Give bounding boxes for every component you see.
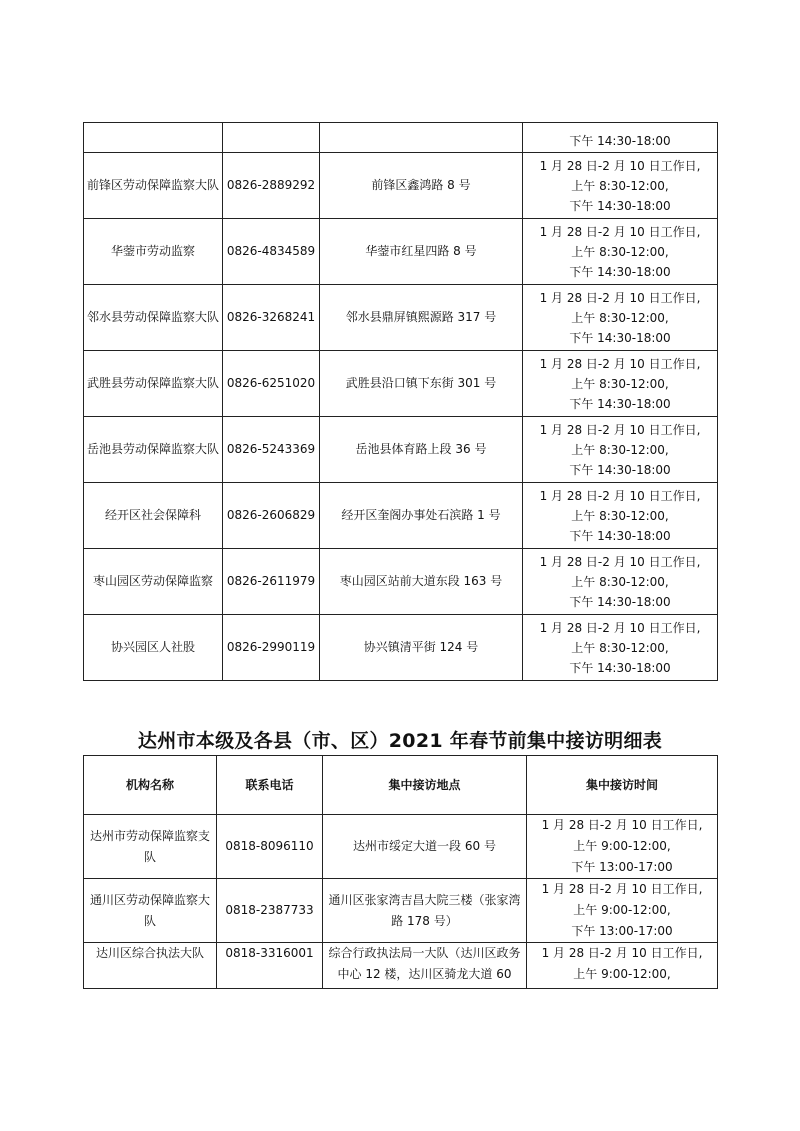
address-cell: 协兴镇清平街 124 号 (320, 615, 523, 681)
time-line: 1 月 28 日-2 月 10 日工作日, (541, 882, 703, 896)
phone-cell: 0818-8096110 (217, 815, 323, 879)
time-line: 1 月 28 日-2 月 10 日工作日, (539, 422, 701, 437)
time-line: 上午 9:00-12:00, (573, 967, 671, 981)
time-line: 上午 8:30-12:00, (571, 244, 669, 259)
table-row (84, 815, 718, 879)
time-line: 上午 8:30-12:00, (571, 178, 669, 193)
org-cell: 武胜县劳动保障监察大队 (84, 351, 223, 417)
time-line: 下午 13:00-17:00 (571, 924, 673, 938)
time-line: 1 月 28 日-2 月 10 日工作日, (539, 224, 701, 239)
time-line: 下午 14:30-18:00 (569, 198, 671, 213)
org-cell: 协兴园区人社股 (84, 615, 223, 681)
org-cell (84, 123, 223, 153)
time-line: 上午 8:30-12:00, (571, 574, 669, 589)
address-cell: 枣山园区站前大道东段 163 号 (320, 549, 523, 615)
header-phone: 联系电话 (217, 756, 323, 815)
time-cell (523, 219, 718, 285)
phone-cell: 0826-3268241 (223, 285, 320, 351)
address-cell: 华蓥市红星四路 8 号 (320, 219, 523, 285)
address-cell: 综合行政执法局一大队（达川区政务中心 12 楼，达川区骑龙大道 60 (323, 943, 527, 989)
time-line: 下午 14:30-18:00 (569, 264, 671, 279)
table-header-row (84, 756, 718, 815)
time-line: 下午 14:30-18:00 (569, 330, 671, 345)
phone-cell: 0818-2387733 (217, 879, 323, 943)
org-cell: 华蓥市劳动监察 (84, 219, 223, 285)
time-line: 下午 14:30-18:00 (569, 660, 671, 675)
time-line: 下午 14:30-18:00 (569, 528, 671, 543)
table-row (84, 943, 718, 989)
phone-cell: 0826-2990119 (223, 615, 320, 681)
time-cell (523, 615, 718, 681)
org-cell: 通川区劳动保障监察大队 (84, 879, 217, 943)
table-row (84, 417, 718, 483)
time-cell (523, 351, 718, 417)
time-line: 上午 8:30-12:00, (571, 508, 669, 523)
time-line: 1 月 28 日-2 月 10 日工作日, (541, 946, 703, 960)
time-line: 1 月 28 日-2 月 10 日工作日, (539, 158, 701, 173)
header-org: 机构名称 (84, 756, 217, 815)
org-cell: 前锋区劳动保障监察大队 (84, 153, 223, 219)
header-time: 集中接访时间 (527, 756, 718, 815)
phone-cell: 0818-3316001 (217, 943, 323, 989)
time-line: 1 月 28 日-2 月 10 日工作日, (539, 356, 701, 371)
address-cell (320, 123, 523, 153)
address-cell: 前锋区鑫鸿路 8 号 (320, 153, 523, 219)
time-line: 上午 8:30-12:00, (571, 310, 669, 325)
org-cell: 枣山园区劳动保障监察 (84, 549, 223, 615)
time-cell (523, 285, 718, 351)
org-cell: 经开区社会保障科 (84, 483, 223, 549)
table-row (84, 153, 718, 219)
time-line: 下午 13:00-17:00 (571, 860, 673, 874)
time-line: 1 月 28 日-2 月 10 日工作日, (539, 488, 701, 503)
time-line: 1 月 28 日-2 月 10 日工作日, (539, 554, 701, 569)
phone-cell: 0826-4834589 (223, 219, 320, 285)
table-row (84, 219, 718, 285)
time-cell (523, 153, 718, 219)
table-title: 达州市本级及各县（市、区）2021 年春节前集中接访明细表 (137, 730, 663, 752)
time-line: 上午 9:00-12:00, (573, 903, 671, 917)
address-cell: 邻水县鼎屏镇熙源路 317 号 (320, 285, 523, 351)
address-cell: 岳池县体育路上段 36 号 (320, 417, 523, 483)
org-cell: 岳池县劳动保障监察大队 (84, 417, 223, 483)
time-line: 上午 8:30-12:00, (571, 376, 669, 391)
table-row (84, 351, 718, 417)
header-address: 集中接访地点 (323, 756, 527, 815)
table-2 (83, 755, 718, 989)
table-row (84, 285, 718, 351)
phone-cell: 0826-2611979 (223, 549, 320, 615)
phone-cell (223, 123, 320, 153)
time-line: 1 月 28 日-2 月 10 日工作日, (539, 290, 701, 305)
phone-cell: 0826-2889292 (223, 153, 320, 219)
time-line: 上午 9:00-12:00, (573, 839, 671, 853)
table-row (84, 615, 718, 681)
phone-cell: 0826-5243369 (223, 417, 320, 483)
address-cell: 武胜县沿口镇下东街 301 号 (320, 351, 523, 417)
time-cell (527, 943, 718, 989)
time-cell: 下午 14:30-18:00 (523, 123, 718, 153)
time-line: 1 月 28 日-2 月 10 日工作日, (539, 620, 701, 635)
org-cell: 达川区综合执法大队 (84, 943, 217, 989)
table-row (84, 549, 718, 615)
table-1 (83, 122, 718, 681)
time-cell (523, 483, 718, 549)
time-line: 下午 14:30-18:00 (569, 462, 671, 477)
org-cell: 邻水县劳动保障监察大队 (84, 285, 223, 351)
time-line: 1 月 28 日-2 月 10 日工作日, (541, 818, 703, 832)
time-line: 上午 8:30-12:00, (571, 640, 669, 655)
time-line: 下午 14:30-18:00 (569, 396, 671, 411)
table-row (84, 123, 718, 153)
address-cell: 通川区张家湾吉昌大院三楼（张家湾路 178 号） (323, 879, 527, 943)
time-cell (527, 815, 718, 879)
phone-cell: 0826-6251020 (223, 351, 320, 417)
address-cell: 达州市绥定大道一段 60 号 (323, 815, 527, 879)
org-cell: 达州市劳动保障监察支队 (84, 815, 217, 879)
phone-cell: 0826-2606829 (223, 483, 320, 549)
time-cell (523, 549, 718, 615)
time-line: 上午 8:30-12:00, (571, 442, 669, 457)
address-cell: 经开区奎阁办事处石滨路 1 号 (320, 483, 523, 549)
table-row (84, 879, 718, 943)
time-cell (523, 417, 718, 483)
table-row (84, 483, 718, 549)
time-cell (527, 879, 718, 943)
time-line: 下午 14:30-18:00 (569, 594, 671, 609)
